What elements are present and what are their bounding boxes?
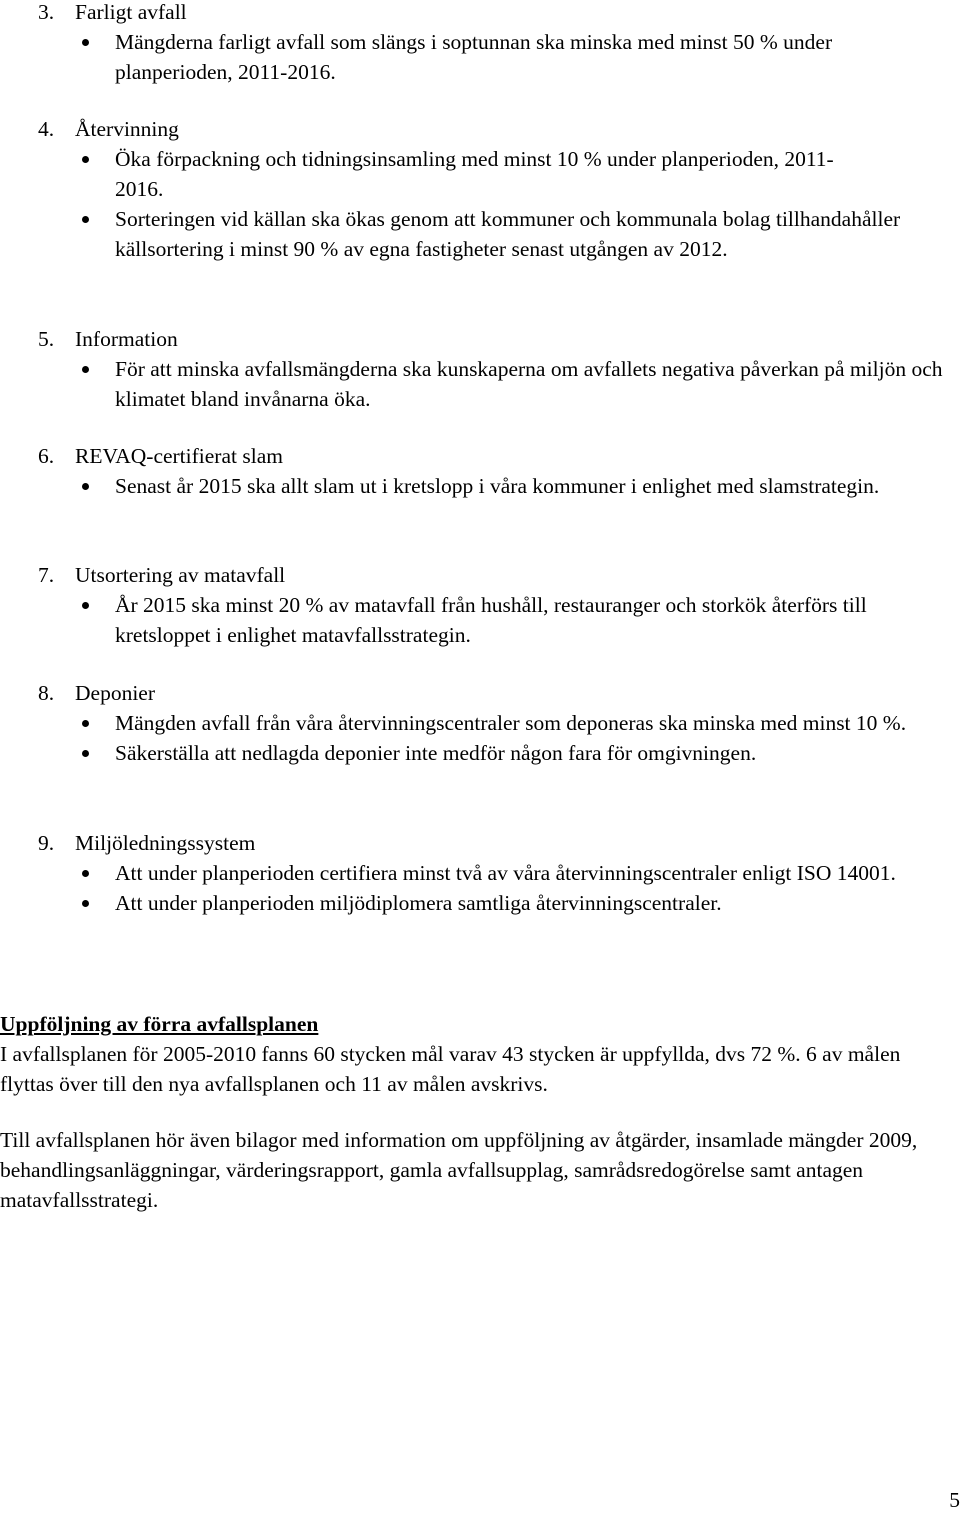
goal-number: 6. <box>38 444 55 468</box>
goal-heading <box>38 560 950 590</box>
bullet-text: År 2015 ska minst 20 % av matavfall från hushåll, restauranger och storkök återförs till kretsloppet i enlighet matavfallsstrategin. <box>115 593 867 647</box>
list-item <box>38 590 950 650</box>
goal-title: Miljöledningssystem <box>75 831 256 855</box>
list-item <box>38 144 950 204</box>
bullet-text: Att under planperioden certifiera minst två av våra återvinningscentraler enligt ISO 14001. <box>115 861 896 885</box>
list-item <box>38 471 950 501</box>
goal-title: Farligt avfall <box>75 0 187 24</box>
attachments-section <box>0 1125 950 1215</box>
goal-bullet-list <box>38 471 950 501</box>
goal-bullet-list <box>38 858 950 918</box>
goal-bullet-list <box>38 27 950 87</box>
goal-6 <box>38 441 950 501</box>
goal-number: 7. <box>38 563 55 587</box>
bullet-text: Öka förpackning och tidningsinsamling med minst 10 % under planperioden, 2011-2016. <box>115 147 834 201</box>
bullet-dot-icon <box>82 216 89 223</box>
goal-9 <box>38 828 950 918</box>
bullet-text: Sorteringen vid källan ska ökas genom att kommuner och kommunala bolag tillhandahåller källsortering i minst 90 % av egna fastigheter senast utgången av 2012. <box>115 207 901 261</box>
goal-title: Deponier <box>75 681 155 705</box>
goal-number: 4. <box>38 117 55 141</box>
goal-number: 8. <box>38 681 55 705</box>
bullet-text: Senast år 2015 ska allt slam ut i kretslopp i våra kommuner i enlighet med slamstrategin. <box>115 474 880 498</box>
goal-title: REVAQ-certifierat slam <box>75 444 283 468</box>
list-item <box>38 888 950 918</box>
list-item <box>38 27 950 87</box>
goal-heading <box>38 441 950 471</box>
followup-section <box>0 1009 950 1099</box>
goal-4 <box>38 114 950 264</box>
bullet-text: Att under planperioden miljödiplomera samtliga återvinningscentraler. <box>115 891 722 915</box>
bullet-dot-icon <box>82 156 89 163</box>
goal-heading <box>38 0 950 27</box>
bullet-text: För att minska avfallsmängderna ska kunskaperna om avfallets negativa påverkan på miljön och klimatet bland invånarna öka. <box>115 357 943 411</box>
bullet-dot-icon <box>82 366 89 373</box>
section-heading: Uppföljning av förra avfallsplanen <box>0 1012 319 1036</box>
followup-paragraph: I avfallsplanen för 2005-2010 fanns 60 stycken mål varav 43 stycken är uppfyllda, dvs 72 %. 6 av målen flyttas över till den nya avfallsplanen och 11 av målen avskrivs. <box>0 1042 901 1096</box>
attachments-paragraph: Till avfallsplanen hör även bilagor med information om uppföljning av åtgärder, insamlade mängder 2009, behandlingsanläggningar, värderingsrapport, gamla avfallsupplag, samrådsredogörelse samt antagen matavfallsstrategi. <box>0 1128 918 1212</box>
goal-bullet-list <box>38 590 950 650</box>
goal-bullet-list <box>38 708 950 768</box>
list-item <box>38 204 950 264</box>
bullet-text: Mängden avfall från våra återvinningscentraler som deponeras ska minska med minst 10 %. <box>115 711 907 735</box>
list-item <box>38 858 950 888</box>
goal-number: 9. <box>38 831 55 855</box>
goal-3 <box>38 0 950 87</box>
goal-heading <box>38 324 950 354</box>
goal-title: Återvinning <box>75 117 179 141</box>
bullet-dot-icon <box>82 483 89 490</box>
bullet-dot-icon <box>82 870 89 877</box>
goal-5 <box>38 324 950 414</box>
goal-7 <box>38 560 950 650</box>
list-item <box>38 708 950 738</box>
list-item <box>38 354 950 414</box>
goal-heading <box>38 828 950 858</box>
goal-8 <box>38 678 950 768</box>
bullet-dot-icon <box>82 720 89 727</box>
goal-bullet-list <box>38 144 950 264</box>
goal-heading <box>38 114 950 144</box>
goal-heading <box>38 678 950 708</box>
goal-title: Utsortering av matavfall <box>75 563 286 587</box>
bullet-dot-icon <box>82 900 89 907</box>
goal-bullet-list <box>38 354 950 414</box>
list-item <box>38 738 950 768</box>
bullet-dot-icon <box>82 602 89 609</box>
goal-number: 3. <box>38 0 55 24</box>
goal-title: Information <box>75 327 178 351</box>
bullet-dot-icon <box>82 750 89 757</box>
goal-number: 5. <box>38 327 55 351</box>
page-number: 5 <box>949 1488 960 1512</box>
bullet-dot-icon <box>82 39 89 46</box>
bullet-text: Mängderna farligt avfall som slängs i soptunnan ska minska med minst 50 % under planperioden, 2011-2016. <box>115 30 833 84</box>
bullet-text: Säkerställa att nedlagda deponier inte medför någon fara för omgivningen. <box>115 741 757 765</box>
